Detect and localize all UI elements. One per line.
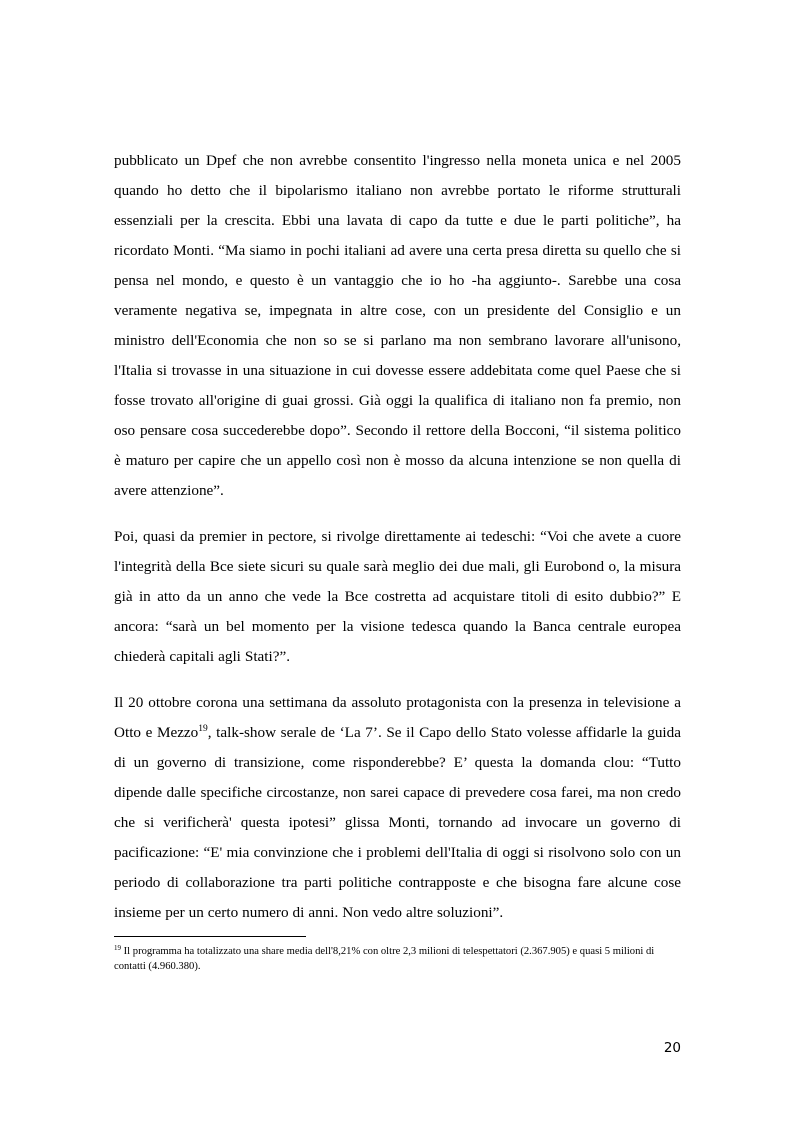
- footnote: [114, 944, 674, 974]
- footnote-text: Il programma ha totalizzato una share media dell'8,21% con oltre 2,3 milioni di telespettatori (2.367.905) e quasi 5 milioni di contatti (4.960.380).: [114, 946, 655, 972]
- body-text: [114, 146, 681, 928]
- footnote-reference[interactable]: 19: [198, 724, 208, 734]
- paragraph-3: [114, 688, 681, 928]
- paragraph-2: Poi, quasi da premier in pectore, si rivolge direttamente ai tedeschi: “Voi che avete a cuore l'integrità della Bce siete sicuri su quale sarà meglio dei due mali, gli Eurobond o, la misura già in atto da un anno che vede la Bce costretta ad acquistare titoli di esito dubbio?” E ancora: “sarà un bel momento per la visione tedesca quando la Banca centrale europea chiederà capitali agli Stati?”.: [114, 528, 681, 665]
- paragraph-3-text-start: Il 20 ottobre corona una settimana da assoluto protagonista con la presenza in televisione a Otto e Mezzo: [114, 694, 681, 741]
- paragraph-3-text-end: , talk-show serale de ‘La 7’. Se il Capo dello Stato volesse affidarle la guida di un governo di transizione, come risponderebbe? E’ questa la domanda clou: “Tutto dipende dalle specifiche circostanze, non sarei capace di prevedere cosa farei, ma non credo che si verificherà' questa ipotesi” glissa Monti, tornando ad invocare un governo di pacificazione: “E' mia convinzione che i problemi dell'Italia di oggi si risolvono solo con un periodo di collaborazione tra parti politiche contrapposte e che bisogna fare alcune cose insieme per un certo numero di anni. Non vedo altre soluzioni”.: [114, 724, 681, 921]
- footnote-number: 19: [114, 944, 121, 952]
- page-number: 20: [663, 1040, 681, 1056]
- paragraph-1: pubblicato un Dpef che non avrebbe consentito l'ingresso nella moneta unica e nel 2005 quando ho detto che il bipolarismo italiano non avrebbe portato le riforme strutturali essenziali per la crescita. Ebbi una lavata di capo da tutte e due le parti politiche”, ha ricordato Monti. “Ma siamo in pochi italiani ad avere una certa presa diretta su quello che si pensa nel mondo, e questo è un vantaggio che io ho -ha aggiunto-. Sarebbe una cosa veramente negativa se, impegnata in altre cose, con un presidente del Consiglio e un ministro dell'Economia che non so se si parlano ma non sembrano lavorare all'unisono, l'Italia si trovasse in una situazione in cui dovesse essere addebitata come quel Paese che si fosse trovato all'origine di guai grossi. Già oggi la qualifica di italiano non fa premio, non oso pensare cosa succederebbe dopo”. Secondo il rettore della Bocconi, “il sistema politico è maturo per capire che un appello così non è mosso da alcuna intenzione se non quella di avere attenzione”.: [114, 152, 681, 499]
- footnote-separator: [114, 936, 306, 937]
